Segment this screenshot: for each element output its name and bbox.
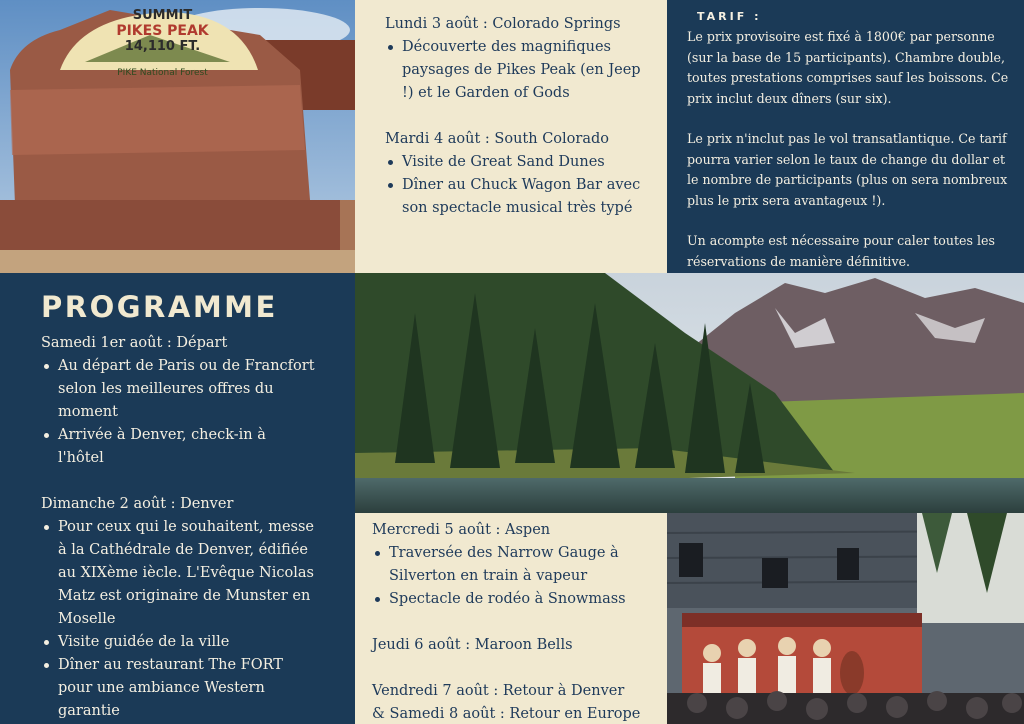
sign-line-summit: SUMMIT xyxy=(132,8,193,23)
list-item: Dîner au restaurant The FORT pour une ambiance Western garantie xyxy=(58,654,315,723)
list-item: Visite de Great Sand Dunes xyxy=(402,151,653,174)
top-program-panel xyxy=(355,0,667,273)
day-vendredi-title: Vendredi 7 août : Retour à Denver xyxy=(372,683,625,699)
tarif-paragraph-2: Le prix n'inclut pas le vol transatlantique. Ce tarif pourra varier selon le taux de change du dollar et le nombre de participants (plus on sera nombreux plus le prix sera avantageux !). xyxy=(687,131,1008,208)
tarif-title: TARIF : xyxy=(697,10,762,23)
chuck-wagon-photo xyxy=(667,513,1024,724)
day-lundi-title: Lundi 3 août : Colorado Springs xyxy=(385,16,621,32)
summit-sign-text xyxy=(95,8,230,78)
day-lundi-list xyxy=(385,36,653,105)
list-item: Spectacle de rodéo à Snowmass xyxy=(389,588,657,611)
programme-title: PROGRAMME xyxy=(41,290,278,324)
maroon-bells-photo xyxy=(355,273,1024,513)
list-item: Pour ceux qui le souhaitent, messe à la Cathédrale de Denver, édifiée au XIXème iècle. L'Evêque Nicolas Matz est originaire de Munster en Moselle xyxy=(58,516,315,631)
sign-line-altitude: 14,110 FT. xyxy=(124,39,201,54)
day-dimanche-title: Dimanche 2 août : Denver xyxy=(41,496,234,512)
day-mardi-title: Mardi 4 août : South Colorado xyxy=(385,131,609,147)
tarif-panel xyxy=(667,0,1024,273)
day-samedi-8-title: & Samedi 8 août : Retour en Europe xyxy=(372,706,641,722)
day-samedi-title: Samedi 1er août : Départ xyxy=(41,335,228,351)
day-samedi-list xyxy=(41,355,315,470)
day-mercredi-title: Mercredi 5 août : Aspen xyxy=(372,522,551,538)
day-dimanche-list xyxy=(41,516,315,723)
day-jeudi-title: Jeudi 6 août : Maroon Bells xyxy=(372,637,573,653)
day-mardi-list xyxy=(385,151,653,220)
sign-line-forest: PIKE National Forest xyxy=(117,68,208,78)
list-item: Arrivée à Denver, check-in à l'hôtel xyxy=(58,424,315,470)
list-item: Au départ de Paris ou de Francfort selon les meilleures offres du moment xyxy=(58,355,315,424)
tarif-paragraph-3: Un acompte est nécessaire pour caler toutes les réservations de manière définitive. xyxy=(687,233,995,269)
list-item: Visite guidée de la ville xyxy=(58,631,315,654)
bottom-program-panel xyxy=(355,513,667,724)
programme-panel xyxy=(0,273,355,724)
list-item: Traversée des Narrow Gauge à Silverton en train à vapeur xyxy=(389,542,657,588)
list-item: Dîner au Chuck Wagon Bar avec son spectacle musical très typé xyxy=(402,174,653,220)
sign-line-pikes: PIKES PEAK xyxy=(116,23,209,39)
day-mercredi-list xyxy=(372,542,657,611)
tarif-paragraph-1: Le prix provisoire est fixé à 1800€ par personne (sur la base de 15 participants). Chambre double, toutes prestations comprises sauf les boissons. Ce prix inclut deux dîners (sur six). xyxy=(687,29,1009,106)
list-item: Découverte des magnifiques paysages de Pikes Peak (en Jeep !) et le Garden of Gods xyxy=(402,36,653,105)
pikes-peak-photo xyxy=(0,0,355,273)
